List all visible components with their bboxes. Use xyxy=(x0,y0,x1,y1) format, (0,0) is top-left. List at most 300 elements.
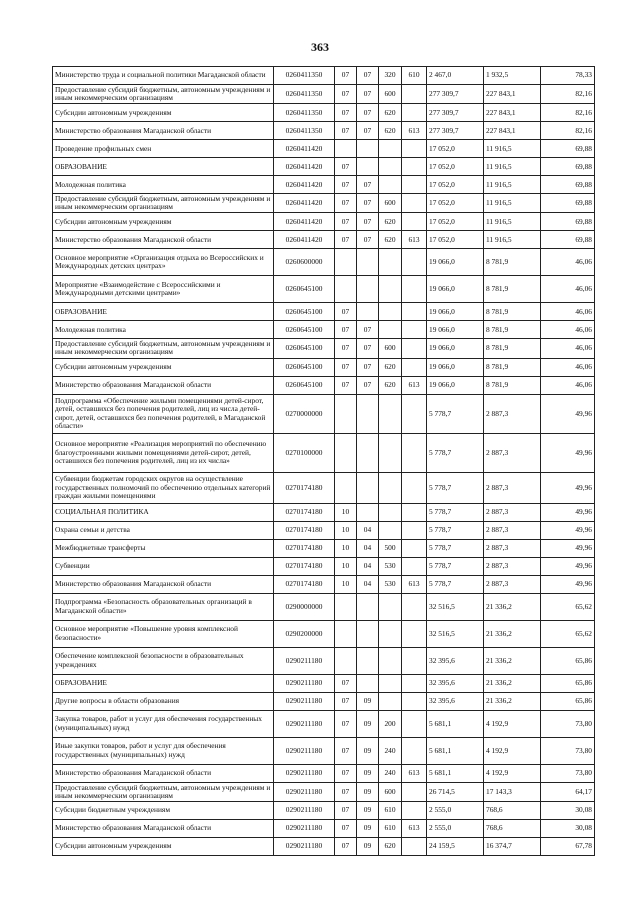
table-row xyxy=(53,376,595,394)
row-name: ОБРАЗОВАНИЕ xyxy=(53,303,274,321)
row-expense-type: 610 xyxy=(379,801,402,819)
row-code: 0270174180 xyxy=(274,575,335,593)
row-actual-amount: 8 781,9 xyxy=(484,376,541,394)
row-actual-amount: 768,6 xyxy=(484,819,541,837)
row-section: 07 xyxy=(335,85,357,104)
row-name: ОБРАЗОВАНИЕ xyxy=(53,158,274,176)
row-department-code: 613 xyxy=(402,122,427,140)
row-actual-amount: 4 192,9 xyxy=(484,710,541,737)
row-plan-amount: 5 778,7 xyxy=(427,394,484,433)
row-actual-amount: 17 143,3 xyxy=(484,782,541,801)
row-plan-amount: 19 066,0 xyxy=(427,249,484,276)
row-section: 07 xyxy=(335,674,357,692)
row-subsection: 09 xyxy=(357,837,379,855)
row-plan-amount: 17 052,0 xyxy=(427,213,484,231)
row-name: Основное мероприятие «Организация отдыха во Всероссийских и Международных детских центрах» xyxy=(53,249,274,276)
table-row xyxy=(53,213,595,231)
table-row xyxy=(53,837,595,855)
row-expense-type: 620 xyxy=(379,122,402,140)
row-expense-type xyxy=(379,674,402,692)
row-expense-type: 500 xyxy=(379,539,402,557)
row-name: Субвенции бюджетам городских округов на осуществление государственных полномочий по обеспечению отдельных категорий граждан жилыми помещениями xyxy=(53,472,274,503)
table-row xyxy=(53,358,595,376)
row-expense-type: 620 xyxy=(379,837,402,855)
row-actual-amount: 8 781,9 xyxy=(484,321,541,339)
row-expense-type: 600 xyxy=(379,194,402,213)
row-percent: 49,96 xyxy=(541,472,595,503)
table-row xyxy=(53,737,595,764)
table-row xyxy=(53,710,595,737)
row-subsection: 04 xyxy=(357,521,379,539)
row-percent: 82,16 xyxy=(541,85,595,104)
row-name: Министерство образования Магаданской области xyxy=(53,122,274,140)
row-percent: 46,06 xyxy=(541,339,595,358)
row-code: 0260411350 xyxy=(274,104,335,122)
row-department-code xyxy=(402,782,427,801)
row-actual-amount: 4 192,9 xyxy=(484,737,541,764)
row-department-code: 610 xyxy=(402,67,427,85)
row-department-code xyxy=(402,394,427,433)
row-actual-amount: 2 887,3 xyxy=(484,575,541,593)
row-plan-amount: 5 778,7 xyxy=(427,557,484,575)
row-department-code xyxy=(402,303,427,321)
row-code: 0260645100 xyxy=(274,276,335,303)
row-percent: 49,96 xyxy=(541,503,595,521)
table-row xyxy=(53,85,595,104)
row-section: 07 xyxy=(335,837,357,855)
row-name: Субсидии бюджетным учреждениям xyxy=(53,801,274,819)
row-code: 0290211180 xyxy=(274,764,335,782)
row-name: Субсидии автономным учреждениям xyxy=(53,104,274,122)
row-department-code xyxy=(402,194,427,213)
row-actual-amount: 227 843,1 xyxy=(484,122,541,140)
table-row xyxy=(53,819,595,837)
row-percent: 64,17 xyxy=(541,782,595,801)
row-department-code xyxy=(402,801,427,819)
row-subsection xyxy=(357,647,379,674)
row-name: Министерство образования Магаданской области xyxy=(53,231,274,249)
row-name: Субсидии автономным учреждениям xyxy=(53,213,274,231)
row-name: Субсидии автономным учреждениям xyxy=(53,837,274,855)
row-percent: 65,86 xyxy=(541,674,595,692)
row-actual-amount: 2 887,3 xyxy=(484,557,541,575)
row-actual-amount: 11 916,5 xyxy=(484,158,541,176)
row-percent: 65,62 xyxy=(541,620,595,647)
row-percent: 49,96 xyxy=(541,433,595,472)
row-actual-amount: 16 374,7 xyxy=(484,837,541,855)
row-name: Министерство образования Магаданской области xyxy=(53,376,274,394)
table-row xyxy=(53,249,595,276)
row-department-code xyxy=(402,539,427,557)
row-subsection: 09 xyxy=(357,764,379,782)
row-subsection: 07 xyxy=(357,194,379,213)
row-actual-amount: 21 336,2 xyxy=(484,692,541,710)
row-code: 0260645100 xyxy=(274,358,335,376)
row-name: Министерство образования Магаданской области xyxy=(53,575,274,593)
table-row xyxy=(53,303,595,321)
row-plan-amount: 5 681,1 xyxy=(427,710,484,737)
row-code: 0290211180 xyxy=(274,674,335,692)
row-subsection: 09 xyxy=(357,819,379,837)
row-section xyxy=(335,140,357,158)
row-code: 0260645100 xyxy=(274,303,335,321)
row-expense-type xyxy=(379,276,402,303)
row-percent: 67,78 xyxy=(541,837,595,855)
row-plan-amount: 17 052,0 xyxy=(427,176,484,194)
row-section: 07 xyxy=(335,764,357,782)
row-section: 07 xyxy=(335,692,357,710)
row-department-code xyxy=(402,158,427,176)
page-number: 363 xyxy=(311,40,329,54)
row-department-code xyxy=(402,472,427,503)
row-code: 0290200000 xyxy=(274,620,335,647)
row-expense-type: 530 xyxy=(379,575,402,593)
row-code: 0260411420 xyxy=(274,158,335,176)
table-row xyxy=(53,692,595,710)
row-actual-amount: 11 916,5 xyxy=(484,213,541,231)
table-row xyxy=(53,557,595,575)
row-actual-amount: 2 887,3 xyxy=(484,539,541,557)
row-name: Министерство образования Магаданской области xyxy=(53,764,274,782)
row-percent: 73,80 xyxy=(541,710,595,737)
row-section: 07 xyxy=(335,231,357,249)
row-subsection: 04 xyxy=(357,539,379,557)
row-plan-amount: 5 778,7 xyxy=(427,539,484,557)
row-percent: 49,96 xyxy=(541,521,595,539)
row-code: 0270174180 xyxy=(274,503,335,521)
row-department-code xyxy=(402,140,427,158)
row-actual-amount: 4 192,9 xyxy=(484,764,541,782)
row-plan-amount: 32 516,5 xyxy=(427,593,484,620)
row-name: Предоставление субсидий бюджетным, автономным учреждениям и иным некоммерческим организациям xyxy=(53,194,274,213)
row-section: 07 xyxy=(335,710,357,737)
row-subsection xyxy=(357,249,379,276)
row-code: 0270174180 xyxy=(274,472,335,503)
row-subsection: 07 xyxy=(357,67,379,85)
row-subsection: 04 xyxy=(357,557,379,575)
row-plan-amount: 17 052,0 xyxy=(427,140,484,158)
row-percent: 46,06 xyxy=(541,321,595,339)
row-code: 0260600000 xyxy=(274,249,335,276)
row-actual-amount: 2 887,3 xyxy=(484,521,541,539)
row-expense-type xyxy=(379,249,402,276)
row-name: Подпрограмма «Обеспечение жилыми помещениями детей-сирот, детей, оставшихся без попечения родителей, лиц из числа детей-сирот, детей, оставшихся без попечения родителей, в Магаданской области» xyxy=(53,394,274,433)
row-name: Министерство труда и социальной политики Магаданской области xyxy=(53,67,274,85)
row-section xyxy=(335,249,357,276)
row-section xyxy=(335,593,357,620)
row-expense-type: 620 xyxy=(379,104,402,122)
row-section: 07 xyxy=(335,176,357,194)
row-code: 0290211180 xyxy=(274,837,335,855)
row-code: 0260645100 xyxy=(274,339,335,358)
row-subsection xyxy=(357,303,379,321)
table-row xyxy=(53,521,595,539)
row-actual-amount: 8 781,9 xyxy=(484,276,541,303)
row-section: 07 xyxy=(335,339,357,358)
row-code: 0290211180 xyxy=(274,710,335,737)
row-percent: 46,06 xyxy=(541,303,595,321)
row-code: 0290211180 xyxy=(274,801,335,819)
row-section: 07 xyxy=(335,737,357,764)
row-percent: 69,88 xyxy=(541,140,595,158)
row-section xyxy=(335,620,357,647)
row-section: 07 xyxy=(335,194,357,213)
row-department-code: 613 xyxy=(402,231,427,249)
row-name: Субсидии автономным учреждениям xyxy=(53,358,274,376)
row-section: 07 xyxy=(335,158,357,176)
row-percent: 46,06 xyxy=(541,358,595,376)
row-code: 0290000000 xyxy=(274,593,335,620)
row-plan-amount: 5 681,1 xyxy=(427,764,484,782)
row-plan-amount: 24 159,5 xyxy=(427,837,484,855)
row-percent: 46,06 xyxy=(541,276,595,303)
table-row xyxy=(53,176,595,194)
table-row xyxy=(53,231,595,249)
table-row xyxy=(53,539,595,557)
row-percent: 73,80 xyxy=(541,737,595,764)
row-department-code xyxy=(402,276,427,303)
row-name: Обеспечение комплексной безопасности в образовательных учреждениях xyxy=(53,647,274,674)
row-name: Министерство образования Магаданской области xyxy=(53,819,274,837)
row-name: Охрана семьи и детства xyxy=(53,521,274,539)
row-department-code xyxy=(402,557,427,575)
row-plan-amount: 5 778,7 xyxy=(427,521,484,539)
row-subsection: 07 xyxy=(357,176,379,194)
row-department-code xyxy=(402,104,427,122)
row-expense-type: 200 xyxy=(379,710,402,737)
row-actual-amount: 2 887,3 xyxy=(484,472,541,503)
table-row xyxy=(53,339,595,358)
row-percent: 69,88 xyxy=(541,176,595,194)
row-name: ОБРАЗОВАНИЕ xyxy=(53,674,274,692)
table-row xyxy=(53,620,595,647)
row-section: 07 xyxy=(335,104,357,122)
row-actual-amount: 21 336,2 xyxy=(484,647,541,674)
row-plan-amount: 2 555,0 xyxy=(427,801,484,819)
row-name: Молодежная политика xyxy=(53,321,274,339)
row-name: Предоставление субсидий бюджетным, автономным учреждениям и иным некоммерческим организациям xyxy=(53,782,274,801)
row-name: СОЦИАЛЬНАЯ ПОЛИТИКА xyxy=(53,503,274,521)
row-subsection: 07 xyxy=(357,358,379,376)
row-code: 0290211180 xyxy=(274,647,335,674)
table-row xyxy=(53,593,595,620)
row-subsection: 07 xyxy=(357,321,379,339)
row-section: 07 xyxy=(335,303,357,321)
table-row xyxy=(53,67,595,85)
row-department-code xyxy=(402,737,427,764)
row-subsection xyxy=(357,276,379,303)
row-actual-amount: 8 781,9 xyxy=(484,249,541,276)
row-percent: 78,33 xyxy=(541,67,595,85)
row-actual-amount: 768,6 xyxy=(484,801,541,819)
row-plan-amount: 5 778,7 xyxy=(427,503,484,521)
row-department-code xyxy=(402,593,427,620)
row-subsection xyxy=(357,674,379,692)
table-row xyxy=(53,647,595,674)
table-row xyxy=(53,394,595,433)
row-plan-amount: 19 066,0 xyxy=(427,303,484,321)
row-code: 0260645100 xyxy=(274,376,335,394)
row-actual-amount: 11 916,5 xyxy=(484,231,541,249)
row-subsection: 07 xyxy=(357,122,379,140)
row-percent: 73,80 xyxy=(541,764,595,782)
row-actual-amount: 1 932,5 xyxy=(484,67,541,85)
row-actual-amount: 227 843,1 xyxy=(484,85,541,104)
table-row xyxy=(53,782,595,801)
row-plan-amount: 5 778,7 xyxy=(427,472,484,503)
row-expense-type xyxy=(379,472,402,503)
row-actual-amount: 8 781,9 xyxy=(484,339,541,358)
row-percent: 30,08 xyxy=(541,801,595,819)
row-section: 07 xyxy=(335,782,357,801)
row-subsection xyxy=(357,620,379,647)
table-row xyxy=(53,433,595,472)
row-expense-type xyxy=(379,620,402,647)
row-section: 07 xyxy=(335,819,357,837)
row-subsection: 07 xyxy=(357,231,379,249)
row-plan-amount: 32 516,5 xyxy=(427,620,484,647)
row-actual-amount: 11 916,5 xyxy=(484,140,541,158)
table-row xyxy=(53,472,595,503)
row-plan-amount: 19 066,0 xyxy=(427,376,484,394)
row-section xyxy=(335,647,357,674)
row-section: 10 xyxy=(335,557,357,575)
row-subsection: 07 xyxy=(357,104,379,122)
row-department-code xyxy=(402,503,427,521)
row-actual-amount: 2 887,3 xyxy=(484,433,541,472)
budget-table xyxy=(52,66,595,856)
table-row xyxy=(53,140,595,158)
row-percent: 69,88 xyxy=(541,213,595,231)
row-actual-amount: 8 781,9 xyxy=(484,358,541,376)
row-subsection xyxy=(357,140,379,158)
row-percent: 65,62 xyxy=(541,593,595,620)
row-expense-type: 320 xyxy=(379,67,402,85)
row-actual-amount: 11 916,5 xyxy=(484,176,541,194)
row-department-code: 613 xyxy=(402,819,427,837)
row-code: 0290211180 xyxy=(274,692,335,710)
row-plan-amount: 277 309,7 xyxy=(427,85,484,104)
row-name: Мероприятие «Взаимодействие с Всероссийскими и Международными детскими центрами» xyxy=(53,276,274,303)
row-expense-type xyxy=(379,394,402,433)
row-plan-amount: 32 395,6 xyxy=(427,692,484,710)
row-plan-amount: 32 395,6 xyxy=(427,674,484,692)
row-expense-type: 240 xyxy=(379,764,402,782)
table-row xyxy=(53,764,595,782)
row-department-code xyxy=(402,339,427,358)
row-section xyxy=(335,433,357,472)
row-expense-type: 620 xyxy=(379,231,402,249)
row-plan-amount: 2 555,0 xyxy=(427,819,484,837)
row-expense-type: 600 xyxy=(379,782,402,801)
row-percent: 82,16 xyxy=(541,104,595,122)
table-row xyxy=(53,503,595,521)
row-code: 0260411420 xyxy=(274,140,335,158)
row-subsection: 07 xyxy=(357,85,379,104)
row-section xyxy=(335,394,357,433)
row-department-code: 613 xyxy=(402,764,427,782)
table-row xyxy=(53,158,595,176)
row-plan-amount: 2 467,0 xyxy=(427,67,484,85)
row-subsection: 04 xyxy=(357,575,379,593)
row-subsection xyxy=(357,433,379,472)
row-percent: 82,16 xyxy=(541,122,595,140)
row-plan-amount: 17 052,0 xyxy=(427,194,484,213)
row-subsection: 09 xyxy=(357,801,379,819)
row-name: Молодежная политика xyxy=(53,176,274,194)
table-row xyxy=(53,575,595,593)
row-percent: 65,86 xyxy=(541,692,595,710)
row-section: 07 xyxy=(335,358,357,376)
table-row xyxy=(53,194,595,213)
row-expense-type xyxy=(379,433,402,472)
table-row xyxy=(53,276,595,303)
row-section: 07 xyxy=(335,213,357,231)
row-code: 0290211180 xyxy=(274,782,335,801)
row-plan-amount: 5 778,7 xyxy=(427,433,484,472)
row-name: Предоставление субсидий бюджетным, автономным учреждениям и иным некоммерческим организациям xyxy=(53,85,274,104)
row-section: 10 xyxy=(335,503,357,521)
row-name: Основное мероприятие «Повышение уровня комплексной безопасности» xyxy=(53,620,274,647)
table-row xyxy=(53,801,595,819)
row-plan-amount: 19 066,0 xyxy=(427,276,484,303)
row-department-code: 613 xyxy=(402,575,427,593)
row-department-code xyxy=(402,358,427,376)
row-department-code xyxy=(402,620,427,647)
row-section xyxy=(335,472,357,503)
row-percent: 30,08 xyxy=(541,819,595,837)
row-expense-type xyxy=(379,303,402,321)
row-subsection: 09 xyxy=(357,692,379,710)
table-row xyxy=(53,321,595,339)
row-department-code xyxy=(402,674,427,692)
row-code: 0260411420 xyxy=(274,194,335,213)
row-code: 0260411420 xyxy=(274,231,335,249)
table-row xyxy=(53,674,595,692)
row-expense-type xyxy=(379,158,402,176)
row-subsection xyxy=(357,503,379,521)
row-expense-type xyxy=(379,692,402,710)
row-code: 0290211180 xyxy=(274,819,335,837)
row-department-code xyxy=(402,433,427,472)
row-name: Иные закупки товаров, работ и услуг для обеспечения государственных (муниципальных) нужд xyxy=(53,737,274,764)
row-name: Подпрограмма «Безопасность образовательных организаций в Магаданской области» xyxy=(53,593,274,620)
row-section: 10 xyxy=(335,575,357,593)
row-code: 0270100000 xyxy=(274,433,335,472)
row-section xyxy=(335,276,357,303)
row-name: Закупка товаров, работ и услуг для обеспечения государственных (муниципальных) нужд xyxy=(53,710,274,737)
row-section: 07 xyxy=(335,67,357,85)
row-plan-amount: 5 778,7 xyxy=(427,575,484,593)
row-expense-type xyxy=(379,176,402,194)
row-plan-amount: 17 052,0 xyxy=(427,231,484,249)
row-section: 07 xyxy=(335,801,357,819)
row-section: 10 xyxy=(335,521,357,539)
row-code: 0270000000 xyxy=(274,394,335,433)
row-actual-amount: 8 781,9 xyxy=(484,303,541,321)
row-name: Проведение профильных смен xyxy=(53,140,274,158)
row-code: 0260411350 xyxy=(274,85,335,104)
row-subsection xyxy=(357,158,379,176)
row-expense-type: 610 xyxy=(379,819,402,837)
row-plan-amount: 26 714,5 xyxy=(427,782,484,801)
row-section: 10 xyxy=(335,539,357,557)
row-code: 0260411350 xyxy=(274,67,335,85)
row-name: Субвенции xyxy=(53,557,274,575)
row-plan-amount: 19 066,0 xyxy=(427,339,484,358)
row-subsection xyxy=(357,472,379,503)
row-percent: 49,96 xyxy=(541,539,595,557)
